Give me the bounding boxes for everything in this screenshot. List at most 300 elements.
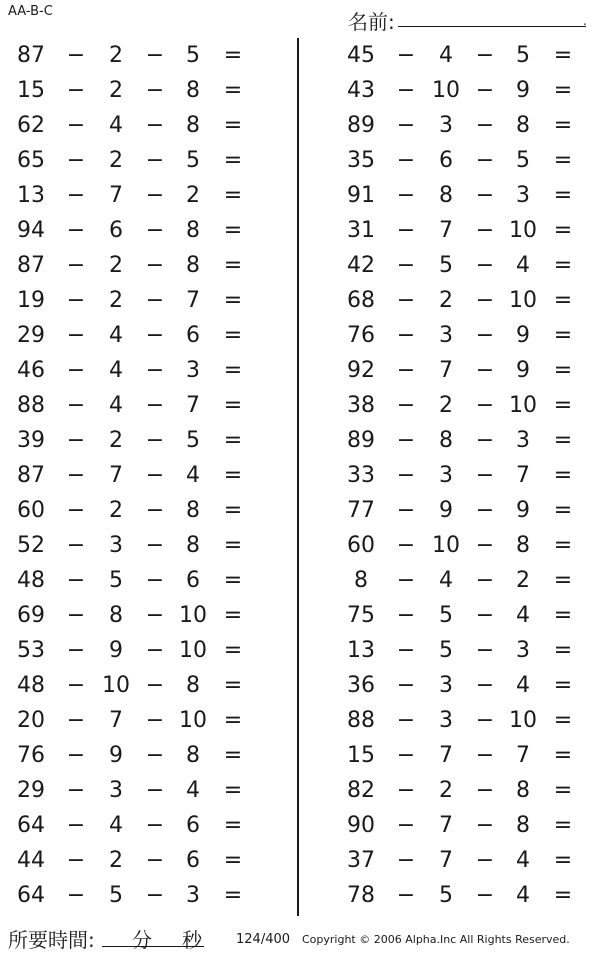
problem-row (0, 528, 270, 563)
second-operand: 3 (439, 113, 453, 138)
equals-sign: = (223, 393, 243, 418)
first-operand: 82 (347, 778, 375, 803)
copyright-notice: Copyright © 2006 Alpha.Inc All Rights Reserved. (302, 933, 570, 946)
minus-sign: − (66, 778, 86, 803)
third-operand: 8 (186, 218, 200, 243)
first-operand: 39 (17, 428, 45, 453)
first-operand: 87 (17, 463, 45, 488)
worksheet-code: AA-B-C (8, 4, 53, 19)
second-operand: 5 (439, 638, 453, 663)
minus-sign: − (396, 743, 416, 768)
third-operand: 10 (509, 393, 537, 418)
problem-row (0, 283, 270, 318)
minus-sign: − (475, 253, 495, 278)
second-operand: 2 (109, 428, 123, 453)
minus-sign: − (145, 288, 165, 313)
minus-sign: − (396, 708, 416, 733)
equals-sign: = (553, 848, 573, 873)
minus-sign: − (475, 743, 495, 768)
second-operand: 5 (439, 253, 453, 278)
minus-sign: − (145, 638, 165, 663)
minus-sign: − (396, 638, 416, 663)
minus-sign: − (145, 883, 165, 908)
minutes-label: 分 (132, 928, 152, 952)
first-operand: 62 (17, 113, 45, 138)
equals-sign: = (553, 113, 573, 138)
first-operand: 87 (17, 253, 45, 278)
equals-sign: = (223, 428, 243, 453)
minus-sign: − (475, 148, 495, 173)
second-operand: 9 (109, 638, 123, 663)
second-operand: 2 (109, 148, 123, 173)
problem-row (0, 843, 270, 878)
minus-sign: − (66, 78, 86, 103)
equals-sign: = (553, 43, 573, 68)
third-operand: 5 (516, 148, 530, 173)
minus-sign: − (475, 463, 495, 488)
equals-sign: = (223, 533, 243, 558)
second-operand: 4 (439, 568, 453, 593)
second-operand: 7 (439, 743, 453, 768)
third-operand: 8 (516, 533, 530, 558)
minus-sign: − (396, 148, 416, 173)
problem-row (0, 248, 270, 283)
third-operand: 8 (186, 78, 200, 103)
second-operand: 10 (432, 533, 460, 558)
minus-sign: − (145, 498, 165, 523)
first-operand: 42 (347, 253, 375, 278)
equals-sign: = (223, 183, 243, 208)
third-operand: 4 (516, 603, 530, 628)
equals-sign: = (223, 358, 243, 383)
seconds-label: 秒 (182, 928, 202, 952)
third-operand: 10 (509, 218, 537, 243)
minus-sign: − (396, 778, 416, 803)
third-operand: 8 (516, 778, 530, 803)
third-operand: 8 (516, 813, 530, 838)
minus-sign: − (66, 463, 86, 488)
minus-sign: − (66, 323, 86, 348)
minus-sign: − (475, 78, 495, 103)
second-operand: 2 (109, 288, 123, 313)
problem-row (0, 493, 270, 528)
third-operand: 6 (186, 813, 200, 838)
third-operand: 9 (516, 78, 530, 103)
minus-sign: − (66, 638, 86, 663)
minus-sign: − (396, 183, 416, 208)
problem-row (330, 808, 600, 843)
minus-sign: − (145, 743, 165, 768)
second-operand: 3 (439, 463, 453, 488)
minus-sign: − (396, 78, 416, 103)
first-operand: 88 (17, 393, 45, 418)
problem-row (330, 843, 600, 878)
equals-sign: = (223, 848, 243, 873)
third-operand: 7 (186, 393, 200, 418)
equals-sign: = (553, 568, 573, 593)
problem-row (0, 878, 270, 913)
second-operand: 7 (439, 358, 453, 383)
minus-sign: − (475, 393, 495, 418)
second-operand: 3 (439, 708, 453, 733)
problem-row (0, 458, 270, 493)
third-operand: 5 (186, 43, 200, 68)
second-operand: 3 (439, 323, 453, 348)
problem-row (0, 773, 270, 808)
minus-sign: − (66, 883, 86, 908)
problem-row (330, 248, 600, 283)
first-operand: 35 (347, 148, 375, 173)
minus-sign: − (396, 393, 416, 418)
problem-row (330, 178, 600, 213)
third-operand: 8 (186, 498, 200, 523)
third-operand: 4 (186, 463, 200, 488)
third-operand: 7 (516, 463, 530, 488)
problem-row (0, 213, 270, 248)
minus-sign: − (396, 603, 416, 628)
minus-sign: − (396, 288, 416, 313)
first-operand: 92 (347, 358, 375, 383)
first-operand: 13 (347, 638, 375, 663)
equals-sign: = (223, 78, 243, 103)
minus-sign: − (396, 533, 416, 558)
problem-row (330, 353, 600, 388)
equals-sign: = (223, 288, 243, 313)
minus-sign: − (145, 708, 165, 733)
third-operand: 5 (186, 428, 200, 453)
right-problem-column (330, 38, 600, 913)
equals-sign: = (553, 253, 573, 278)
first-operand: 94 (17, 218, 45, 243)
minus-sign: − (475, 848, 495, 873)
second-operand: 5 (109, 883, 123, 908)
first-operand: 48 (17, 568, 45, 593)
minus-sign: − (145, 43, 165, 68)
first-operand: 29 (17, 323, 45, 348)
equals-sign: = (553, 78, 573, 103)
left-problem-column (0, 38, 270, 913)
equals-sign: = (553, 148, 573, 173)
first-operand: 64 (17, 883, 45, 908)
second-operand: 7 (109, 183, 123, 208)
first-operand: 43 (347, 78, 375, 103)
minus-sign: − (475, 183, 495, 208)
problem-row (330, 73, 600, 108)
minus-sign: − (66, 428, 86, 453)
equals-sign: = (553, 428, 573, 453)
second-operand: 8 (439, 428, 453, 453)
second-operand: 5 (439, 603, 453, 628)
equals-sign: = (223, 673, 243, 698)
third-operand: 3 (516, 428, 530, 453)
third-operand: 8 (186, 113, 200, 138)
first-operand: 78 (347, 883, 375, 908)
first-operand: 89 (347, 113, 375, 138)
first-operand: 60 (347, 533, 375, 558)
minus-sign: − (396, 253, 416, 278)
second-operand: 5 (439, 883, 453, 908)
minus-sign: − (475, 218, 495, 243)
equals-sign: = (223, 813, 243, 838)
minus-sign: − (66, 848, 86, 873)
minus-sign: − (66, 183, 86, 208)
third-operand: 7 (186, 288, 200, 313)
problem-row (330, 213, 600, 248)
minus-sign: − (145, 323, 165, 348)
problem-row (0, 738, 270, 773)
minus-sign: − (475, 498, 495, 523)
second-operand: 4 (439, 43, 453, 68)
first-operand: 65 (17, 148, 45, 173)
minus-sign: − (145, 533, 165, 558)
first-operand: 89 (347, 428, 375, 453)
minus-sign: − (396, 358, 416, 383)
first-operand: 15 (347, 743, 375, 768)
minus-sign: − (475, 428, 495, 453)
problem-row (330, 108, 600, 143)
minus-sign: − (145, 673, 165, 698)
equals-sign: = (553, 498, 573, 523)
problem-row (330, 738, 600, 773)
minus-sign: − (396, 813, 416, 838)
minus-sign: − (396, 43, 416, 68)
first-operand: 52 (17, 533, 45, 558)
minus-sign: − (66, 393, 86, 418)
minus-sign: − (66, 813, 86, 838)
problem-row (330, 598, 600, 633)
second-operand: 4 (109, 813, 123, 838)
minus-sign: − (66, 533, 86, 558)
footer (0, 924, 600, 952)
equals-sign: = (553, 218, 573, 243)
equals-sign: = (553, 358, 573, 383)
equals-sign: = (553, 883, 573, 908)
third-operand: 9 (516, 323, 530, 348)
first-operand: 44 (17, 848, 45, 873)
third-operand: 9 (516, 498, 530, 523)
minus-sign: − (475, 813, 495, 838)
equals-sign: = (553, 183, 573, 208)
second-operand: 9 (109, 743, 123, 768)
second-operand: 6 (439, 148, 453, 173)
third-operand: 2 (516, 568, 530, 593)
third-operand: 8 (516, 113, 530, 138)
second-operand: 7 (439, 218, 453, 243)
first-operand: 76 (347, 323, 375, 348)
third-operand: 4 (516, 848, 530, 873)
second-operand: 7 (109, 708, 123, 733)
third-operand: 3 (186, 883, 200, 908)
problem-row (330, 143, 600, 178)
minus-sign: − (475, 603, 495, 628)
third-operand: 6 (186, 848, 200, 873)
equals-sign: = (553, 743, 573, 768)
equals-sign: = (223, 883, 243, 908)
problem-row (330, 878, 600, 913)
equals-sign: = (553, 603, 573, 628)
minus-sign: − (396, 218, 416, 243)
minus-sign: − (145, 603, 165, 628)
first-operand: 19 (17, 288, 45, 313)
name-field-line (398, 26, 586, 27)
minus-sign: − (66, 148, 86, 173)
third-operand: 2 (186, 183, 200, 208)
minus-sign: − (396, 673, 416, 698)
third-operand: 10 (179, 708, 207, 733)
first-operand: 76 (17, 743, 45, 768)
second-operand: 3 (109, 533, 123, 558)
third-operand: 3 (516, 638, 530, 663)
second-operand: 4 (109, 393, 123, 418)
minus-sign: − (145, 113, 165, 138)
equals-sign: = (223, 778, 243, 803)
first-operand: 38 (347, 393, 375, 418)
minus-sign: − (396, 463, 416, 488)
first-operand: 37 (347, 848, 375, 873)
equals-sign: = (553, 673, 573, 698)
third-operand: 10 (179, 638, 207, 663)
minus-sign: − (475, 43, 495, 68)
first-operand: 60 (17, 498, 45, 523)
third-operand: 8 (186, 253, 200, 278)
minus-sign: − (145, 148, 165, 173)
problem-row (330, 773, 600, 808)
minus-sign: − (475, 883, 495, 908)
equals-sign: = (553, 778, 573, 803)
third-operand: 8 (186, 673, 200, 698)
minus-sign: − (66, 218, 86, 243)
minus-sign: − (145, 778, 165, 803)
problem-row (0, 423, 270, 458)
equals-sign: = (553, 463, 573, 488)
first-operand: 75 (347, 603, 375, 628)
minus-sign: − (145, 848, 165, 873)
minus-sign: − (475, 568, 495, 593)
second-operand: 4 (109, 113, 123, 138)
column-divider (297, 38, 299, 916)
minus-sign: − (66, 568, 86, 593)
problem-row (0, 38, 270, 73)
problem-row (0, 318, 270, 353)
problem-row (0, 108, 270, 143)
equals-sign: = (223, 43, 243, 68)
minus-sign: − (66, 358, 86, 383)
equals-sign: = (223, 218, 243, 243)
second-operand: 2 (109, 78, 123, 103)
second-operand: 7 (109, 463, 123, 488)
second-operand: 9 (439, 498, 453, 523)
second-operand: 2 (109, 253, 123, 278)
second-operand: 6 (109, 218, 123, 243)
minus-sign: − (145, 428, 165, 453)
second-operand: 3 (109, 778, 123, 803)
equals-sign: = (553, 813, 573, 838)
second-operand: 2 (439, 288, 453, 313)
first-operand: 36 (347, 673, 375, 698)
third-operand: 4 (516, 253, 530, 278)
first-operand: 20 (17, 708, 45, 733)
first-operand: 15 (17, 78, 45, 103)
second-operand: 2 (109, 498, 123, 523)
second-operand: 7 (439, 848, 453, 873)
minus-sign: − (66, 113, 86, 138)
minus-sign: − (475, 358, 495, 383)
minus-sign: − (66, 288, 86, 313)
second-operand: 3 (439, 673, 453, 698)
problem-row (330, 318, 600, 353)
minus-sign: − (475, 673, 495, 698)
first-operand: 88 (347, 708, 375, 733)
equals-sign: = (553, 323, 573, 348)
equals-sign: = (553, 638, 573, 663)
minus-sign: − (145, 253, 165, 278)
first-operand: 69 (17, 603, 45, 628)
equals-sign: = (553, 393, 573, 418)
problem-row (330, 668, 600, 703)
second-operand: 2 (109, 43, 123, 68)
equals-sign: = (223, 113, 243, 138)
name-label: 名前: (348, 10, 395, 34)
minus-sign: − (66, 498, 86, 523)
second-operand: 2 (439, 393, 453, 418)
problem-row (0, 388, 270, 423)
equals-sign: = (223, 743, 243, 768)
third-operand: 9 (516, 358, 530, 383)
equals-sign: = (223, 498, 243, 523)
problem-row (0, 143, 270, 178)
minus-sign: − (396, 113, 416, 138)
minus-sign: − (145, 463, 165, 488)
minus-sign: − (145, 813, 165, 838)
problem-row (0, 178, 270, 213)
second-operand: 4 (109, 323, 123, 348)
problem-row (0, 703, 270, 738)
minus-sign: − (396, 323, 416, 348)
second-operand: 2 (109, 848, 123, 873)
minus-sign: − (475, 533, 495, 558)
first-operand: 68 (347, 288, 375, 313)
minus-sign: − (475, 638, 495, 663)
third-operand: 8 (186, 533, 200, 558)
third-operand: 6 (186, 323, 200, 348)
first-operand: 45 (347, 43, 375, 68)
second-operand: 5 (109, 568, 123, 593)
minus-sign: − (396, 848, 416, 873)
second-operand: 8 (439, 183, 453, 208)
problem-row (0, 598, 270, 633)
second-operand: 10 (432, 78, 460, 103)
minus-sign: − (396, 498, 416, 523)
third-operand: 5 (516, 43, 530, 68)
first-operand: 53 (17, 638, 45, 663)
minus-sign: − (66, 43, 86, 68)
third-operand: 4 (186, 778, 200, 803)
first-operand: 91 (347, 183, 375, 208)
second-operand: 10 (102, 673, 130, 698)
minus-sign: − (475, 778, 495, 803)
minus-sign: − (66, 743, 86, 768)
equals-sign: = (223, 568, 243, 593)
second-operand: 4 (109, 358, 123, 383)
equals-sign: = (223, 638, 243, 663)
minus-sign: − (475, 708, 495, 733)
third-operand: 3 (186, 358, 200, 383)
first-operand: 90 (347, 813, 375, 838)
third-operand: 4 (516, 883, 530, 908)
first-operand: 77 (347, 498, 375, 523)
problem-row (0, 353, 270, 388)
problem-row (330, 283, 600, 318)
